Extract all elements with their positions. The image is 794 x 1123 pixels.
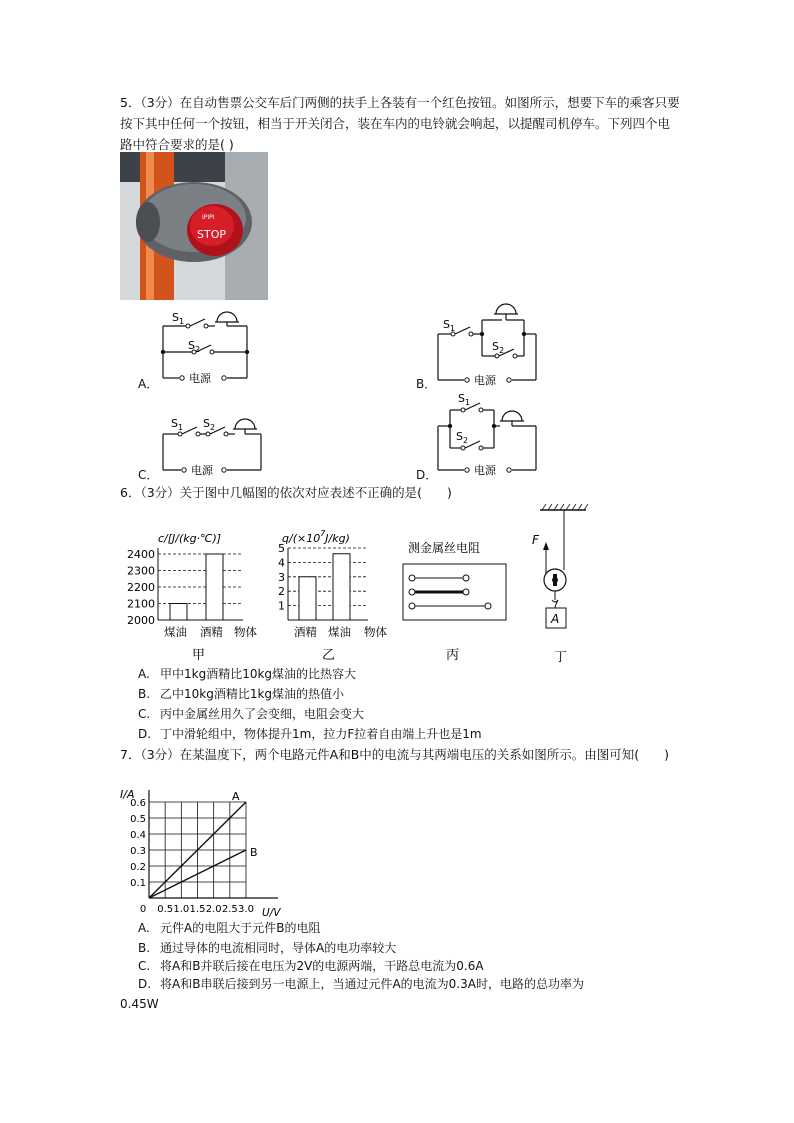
option-b-label: B． xyxy=(416,377,437,391)
option-c-label: C． xyxy=(138,468,159,482)
iu-series-label-B: B xyxy=(250,846,258,859)
svg-text:S2: $S_2$ xyxy=(203,417,216,432)
iu-xtick-3: 1.5 xyxy=(189,904,206,915)
circuit-a xyxy=(155,308,265,388)
iu-ytick-2: 0.3 xyxy=(130,846,146,857)
q7-stem: 7．（3分）在某温度下，两个电路元件A和B中的电流与其两端电压的关系如图所示。由图可知( ) xyxy=(120,747,670,762)
q7-option-a: A. 元件A的电阻大于元件B的电阻 xyxy=(138,921,321,935)
option-d-label: D． xyxy=(416,468,438,482)
iu-ytick-5: 0.6 xyxy=(130,798,146,809)
iu-xtick-1: 0.5 xyxy=(157,904,174,915)
yi-ytick-0: 1 xyxy=(278,599,285,613)
svg-text:S1: $S_1$ xyxy=(171,417,184,432)
iu-xtick-5: 2.5 xyxy=(221,904,238,915)
chart-jia-ylabel: c/[J/(kg·℃)] xyxy=(158,532,222,545)
chart-jia-specific-heat xyxy=(118,528,273,668)
svg-text:电源: 电源 xyxy=(191,464,213,477)
circuit-c xyxy=(155,412,270,480)
ding-caption: 丁 xyxy=(554,650,568,665)
svg-text:S2: $S_2$ xyxy=(188,339,201,354)
q7-option-d-cont: 0.45W xyxy=(120,997,159,1011)
chart-iu-xlabel: U/V xyxy=(262,907,281,919)
svg-text:电源: 电源 xyxy=(474,464,496,477)
chart-iu-ylabel: I/A xyxy=(120,788,135,801)
chart-yi-heat-value xyxy=(268,522,398,668)
q6-option-b: B. 乙中10kg酒精比1kg煤油的热值小 xyxy=(138,687,345,701)
jia-ytick-1: 2100 xyxy=(127,597,155,611)
yi-bar-1 xyxy=(333,554,350,620)
iu-xtick-4: 2.0 xyxy=(205,904,222,915)
q6-option-c: C. 丙中金属丝用久了会变细，电阻会变大 xyxy=(138,707,365,721)
iu-series-label-A: A xyxy=(232,790,240,803)
jia-ytick-0: 2000 xyxy=(127,614,155,627)
iu-ytick-3: 0.4 xyxy=(130,830,146,841)
iu-xtick-6: 3.0 xyxy=(238,904,254,915)
chart-jia-cat-0: 煤油 xyxy=(164,625,187,639)
circuit-b xyxy=(432,298,542,390)
svg-text:S1: $S_1$ xyxy=(172,311,185,326)
q7-option-b: B. 通过导体的电流相同时，导体A的电功率较大 xyxy=(138,941,397,955)
jia-ytick-3: 2300 xyxy=(127,564,155,578)
option-a-label: A． xyxy=(138,377,159,391)
iu-xtick-2: 1.0 xyxy=(173,904,190,915)
chart-jia-xlabel: 物体 xyxy=(234,625,257,639)
q6-stem: 6．（3分）关于图中几幅图的依次对应表述不正确的是( ) xyxy=(120,485,452,500)
stop-button-photo xyxy=(120,152,268,300)
stop-label: STOP xyxy=(197,228,226,241)
q5-stem: 5．（3分）在自动售票公交车后门两侧的扶手上各装有一个红色按钮。如图所示，想要下车的乘客只要按下其中任何一个按钮，相当于开关闭合，装在车内的电铃就会响起，以提醒司机停车。下列四个电路中符合要求的是( ) xyxy=(120,95,680,152)
bing-caption: 丙 xyxy=(446,648,460,663)
iu-ytick-0: 0.1 xyxy=(130,878,146,889)
yi-ytick-4: 5 xyxy=(278,542,285,555)
jia-bar-1 xyxy=(206,554,223,620)
q6-option-a: A. 甲中1kg酒精比10kg煤油的比热容大 xyxy=(138,667,357,681)
yi-ytick-2: 3 xyxy=(278,570,285,584)
svg-text:S1: $S_1$ xyxy=(458,392,471,407)
ding-block-label: A xyxy=(551,612,560,626)
svg-text:S2: $S_2$ xyxy=(456,430,469,445)
chart-yi-ylabel: $q/(\times 10^7J/kg)$ xyxy=(282,529,350,545)
yi-ytick-1: 2 xyxy=(278,585,285,599)
jia-ytick-2: 2200 xyxy=(127,581,155,594)
svg-text:S2: $S_2$ xyxy=(492,340,505,355)
figure-bing-wire-resistance xyxy=(398,538,513,668)
q6-option-d: D. 丁中滑轮组中，物体提升1m，拉力F拉着自由端上升也是1m xyxy=(138,727,482,741)
chart-yi-cat-0: 酒精 xyxy=(294,625,317,639)
chart-yi-cat-1: 煤油 xyxy=(328,625,351,639)
ding-force-label: F xyxy=(532,533,539,547)
svg-text:S1: $S_1$ xyxy=(443,318,456,333)
chart-yi-caption: 乙 xyxy=(322,648,336,663)
chart-jia-cat-1: 酒精 xyxy=(200,625,223,639)
iu-ytick-1: 0.2 xyxy=(130,862,146,873)
jia-bar-0 xyxy=(170,604,187,621)
circuit-d xyxy=(432,390,542,482)
q7-option-c: C. 将A和B并联后接在电压为2V的电源两端，干路总电流为0.6A xyxy=(138,959,484,973)
bing-title: 测金属丝电阻 xyxy=(408,541,481,555)
yi-ytick-3: 4 xyxy=(278,556,285,570)
svg-text:电源: 电源 xyxy=(474,374,496,387)
q7-option-d: D. 将A和B串联后接到另一电源上，当通过元件A的电流为0.3A时，电路的总功率为 xyxy=(138,977,584,991)
chart-jia-caption: 甲 xyxy=(192,648,206,663)
figure-ding-pulley xyxy=(528,504,598,668)
yi-bar-0 xyxy=(299,577,316,620)
jia-ytick-4: 2400 xyxy=(127,548,155,561)
iu-ytick-4: 0.5 xyxy=(130,814,146,825)
svg-text:IPIPI: IPIPI xyxy=(202,214,215,221)
chart-yi-xlabel: 物体 xyxy=(364,625,387,639)
chart-iu-curve xyxy=(118,786,298,922)
svg-text:电源: 电源 xyxy=(189,372,211,385)
iu-xtick-0: 0 xyxy=(139,904,147,915)
